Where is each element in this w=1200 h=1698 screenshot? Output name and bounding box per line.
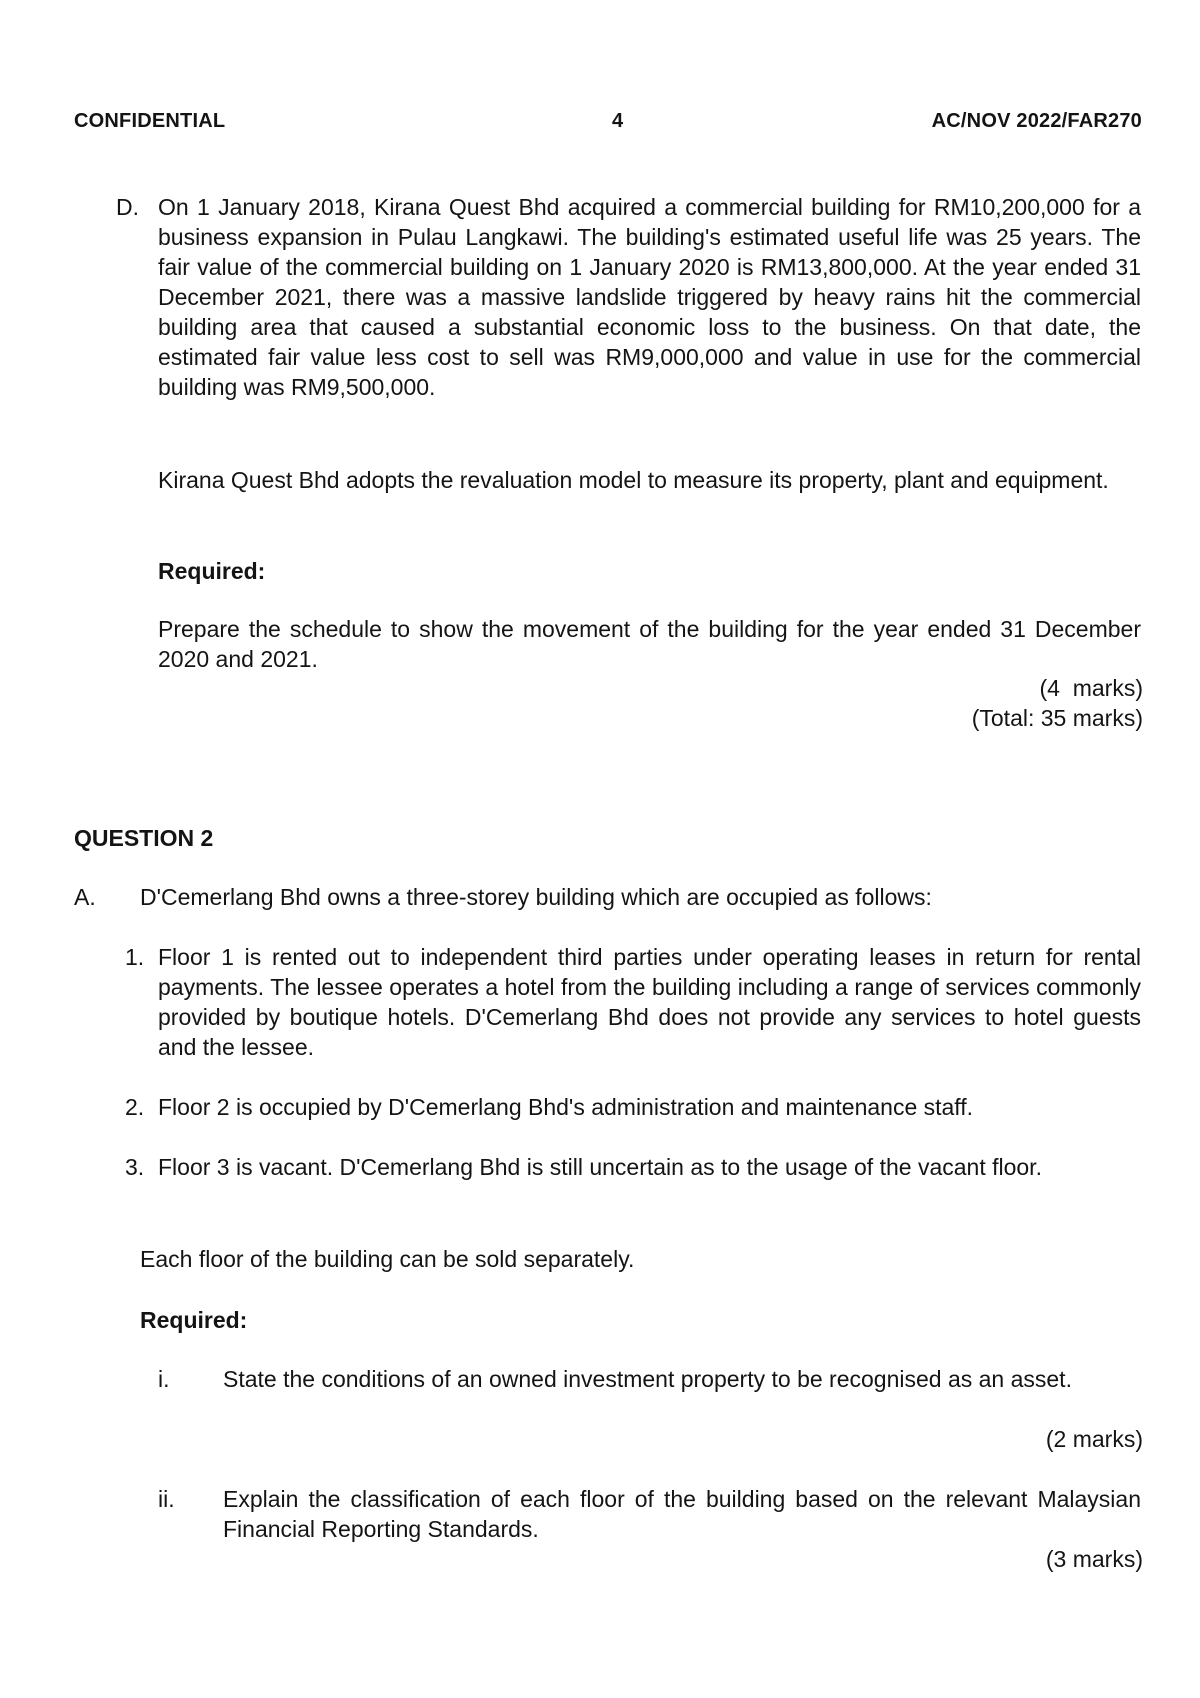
question-2-heading: QUESTION 2	[74, 825, 214, 851]
required-item-i-number: i.	[158, 1366, 170, 1392]
part-d-paragraph-1: On 1 January 2018, Kirana Quest Bhd acquired a commercial building for RM10,200,000 for a business expansion in Pulau Langkawi. The building's estimated useful life was 25 years. The fair value of the commercial building on 1 January 2020 is RM13,800,000. At the year ended 31 December 2021, there was a massive landslide triggered by heavy rains hit the commercial building area that caused a substantial economic loss to the business. On that date, the estimated fair value less cost to sell was RM9,000,000 and value in use for the commercial building was RM9,500,000.	[158, 194, 1141, 400]
each-floor-note: Each floor of the building can be sold separately.	[140, 1246, 635, 1272]
required-item-ii-number: ii.	[158, 1486, 175, 1512]
required-item-i-text: State the conditions of an owned investment property to be recognised as an asset.	[223, 1366, 1072, 1392]
item-1-number: 1.	[125, 944, 145, 970]
required-item-ii-marks: (3 marks)	[1045, 1546, 1143, 1572]
item-3-number: 3.	[125, 1154, 145, 1180]
part-d-paragraph-2: Kirana Quest Bhd adopts the revaluation model to measure its property, plant and equipment.	[158, 467, 1109, 493]
part-d-required-heading: Required:	[158, 558, 266, 584]
header-course-code: AC/NOV 2022/FAR270	[931, 110, 1142, 132]
part-d-marks: (4 marks)	[1039, 675, 1143, 701]
item-1-text: Floor 1 is rented out to independent third parties under operating leases in return for rental payments. The lessee operates a hotel from the building including a range of services commonly provided by boutique hotels. D'Cemerlang Bhd does not provide any services to hotel guests and the lessee.	[158, 944, 1141, 1060]
item-3-text: Floor 3 is vacant. D'Cemerlang Bhd is still uncertain as to the usage of the vacant floor.	[158, 1154, 1042, 1180]
part-a-intro: D'Cemerlang Bhd owns a three-storey building which are occupied as follows:	[140, 884, 932, 910]
part-d-total-marks: (Total: 35 marks)	[971, 705, 1143, 731]
item-2-text: Floor 2 is occupied by D'Cemerlang Bhd's administration and maintenance staff.	[158, 1094, 974, 1120]
header-confidential: CONFIDENTIAL	[74, 110, 226, 132]
required-item-ii-text: Explain the classification of each floor of the building based on the relevant Malaysian Financial Reporting Standards.	[223, 1486, 1141, 1542]
part-d-label: D.	[116, 194, 139, 220]
question-2-required-heading: Required:	[140, 1307, 248, 1333]
item-2-number: 2.	[125, 1094, 145, 1120]
part-d-required-text: Prepare the schedule to show the movement of the building for the year ended 31 December 2020 and 2021.	[158, 616, 1141, 672]
part-a-label: A.	[74, 884, 96, 910]
page-number: 4	[612, 110, 624, 132]
required-item-i-marks: (2 marks)	[1045, 1426, 1143, 1452]
